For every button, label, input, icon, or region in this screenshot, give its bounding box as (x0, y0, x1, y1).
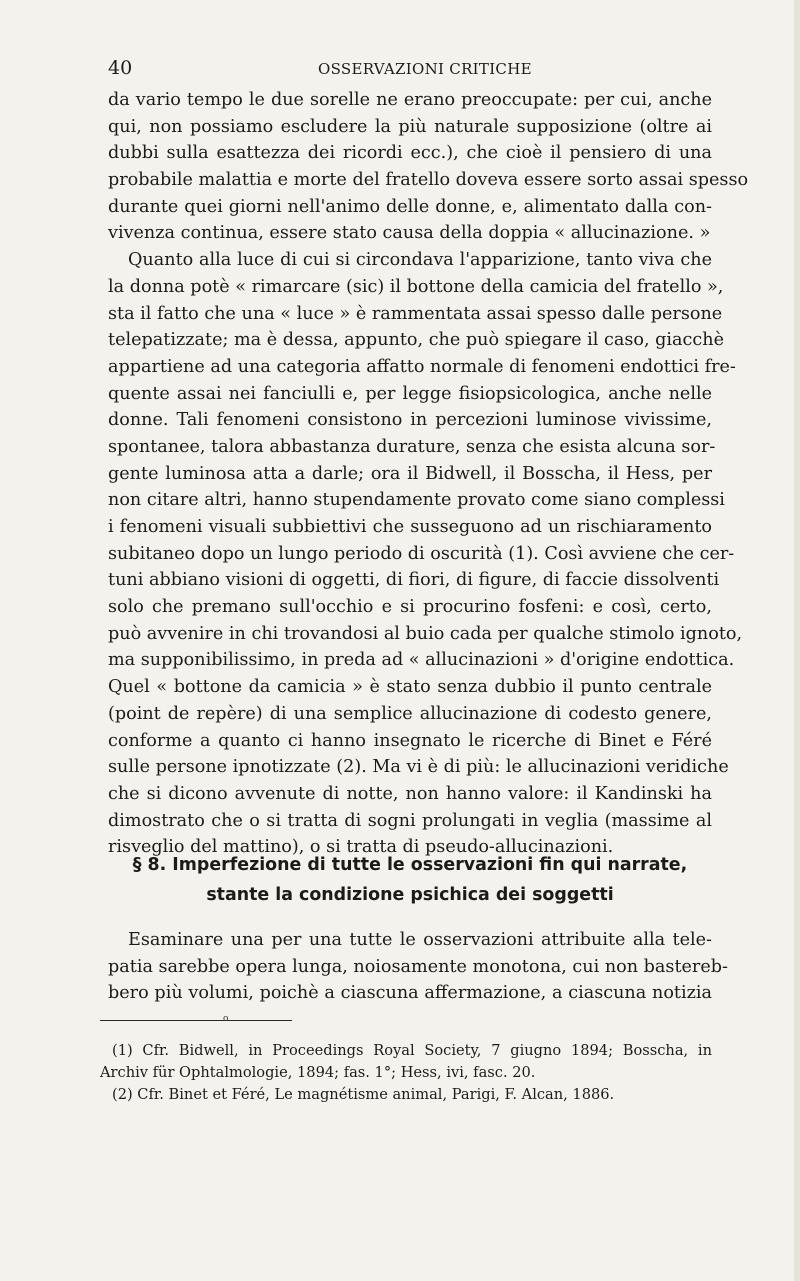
text-line: tuni abbiano visioni di oggetti, di fiori, di figure, di faccie dissolventi (108, 570, 720, 591)
text-line: subitaneo dopo un lungo periodo di oscurità (1). Così avviene che cer- (108, 543, 735, 564)
text-line: solo che premano sull'occhio e si procurino fosfeni: e così, certo, (108, 597, 712, 618)
text-line: appartiene ad una categoria affatto normale di fenomeni endottici fre- (108, 356, 736, 377)
text-line: Quanto alla luce di cui si circondava l'apparizione, tanto viva che (128, 250, 712, 271)
text-line: dimostrato che o si tratta di sogni prolungati in veglia (massime al (108, 810, 712, 831)
text-line: dubbi sulla esattezza dei ricordi ecc.), che cioè il pensiero di una (108, 143, 712, 164)
section-heading-line: stante la condizione psichica dei soggetti (206, 885, 614, 905)
divider-mark: o (223, 1014, 229, 1024)
page-edge (794, 0, 800, 1281)
running-title: OSSERVAZIONI CRITICHE (318, 60, 532, 78)
footnotes (100, 1040, 712, 1106)
text-line: risveglio del mattino), o si tratta di pseudo-allucinazioni. (108, 837, 614, 858)
footnote-line: Archiv für Ophtalmologie, 1894; fas. 1°; Hess, ivi, fasc. 20. (100, 1064, 536, 1081)
section-body-text (108, 927, 728, 1007)
text-line: sulle persone ipnotizzate (2). Ma vi è di più: le allucinazioni veridiche (108, 757, 729, 778)
text-line: qui, non possiamo escludere la più naturale supposizione (oltre ai (108, 116, 712, 137)
footnote-divider (100, 1020, 292, 1021)
text-line: i fenomeni visuali subbiettivi che susseguono ad un rischiaramento (108, 517, 712, 537)
text-line: vivenza continua, essere stato causa della doppia « allucinazione. » (108, 223, 711, 244)
text-line: durante quei giorni nell'animo delle donne, e, alimentato dalla con- (108, 196, 712, 217)
text-line: può avvenire in chi trovandosi al buio cada per qualche stimolo ignoto, (108, 623, 743, 644)
text-line: (point de repère) di una semplice allucinazione di codesto genere, (108, 703, 712, 724)
section-heading-line: § 8. Imperfezione di tutte le osservazioni fin qui narrate, (132, 855, 688, 875)
page-header (108, 55, 708, 83)
text-line: la donna potè « rimarcare (sic) il bottone della camicia del fratello », (108, 276, 724, 297)
text-line: non citare altri, hanno stupendamente provato come siano complessi (108, 490, 725, 511)
text-line: gente luminosa atta a darle; ora il Bidwell, il Bosscha, il Hess, per (108, 463, 712, 484)
footnote-line: (2) Cfr. Binet et Féré, Le magnétisme animal, Parigi, F. Alcan, 1886. (112, 1086, 615, 1103)
text-line: che si dicono avvenute di notte, non hanno valore: il Kandinski ha (108, 783, 712, 804)
section-heading (108, 850, 712, 910)
page-number: 40 (108, 57, 133, 79)
text-line: probabile malattia e morte del fratello doveva essere sorto assai spesso (108, 170, 749, 191)
text-line: sta il fatto che una « luce » è rammentata assai spesso dalle persone (108, 303, 723, 324)
text-line: Esaminare una per una tutte le osservazioni attribuite alla tele- (128, 930, 712, 950)
text-line: da vario tempo le due sorelle ne erano preoccupate: per cui, anche (108, 90, 712, 110)
text-line: conforme a quanto ci hanno insegnato le ricerche di Binet e Féré (108, 730, 712, 751)
text-line: quente assai nei fanciulli e, per legge fisiopsicologica, anche nelle (108, 383, 712, 404)
text-line: patia sarebbe opera lunga, noiosamente monotona, cui non bastereb- (108, 956, 728, 977)
text-line: bero più volumi, poichè a ciascuna affermazione, a ciascuna notizia (108, 983, 712, 1004)
text-line: Quel « bottone da camicia » è stato senza dubbio il punto centrale (108, 677, 712, 698)
text-line: ma supponibilissimo, in preda ad « allucinazioni » d'origine endottica. (108, 650, 735, 671)
body-text (108, 87, 749, 861)
footnote-line: (1) Cfr. Bidwell, in Proceedings Royal Society, 7 giugno 1894; Bosscha, in (112, 1042, 712, 1059)
text-line: donne. Tali fenomeni consistono in percezioni luminose vivissime, (108, 410, 712, 431)
text-line: spontanee, talora abbastanza durature, senza che esista alcuna sor- (108, 436, 716, 457)
text-line: telepatizzate; ma è dessa, appunto, che può spiegare il caso, giacchè (108, 330, 724, 351)
